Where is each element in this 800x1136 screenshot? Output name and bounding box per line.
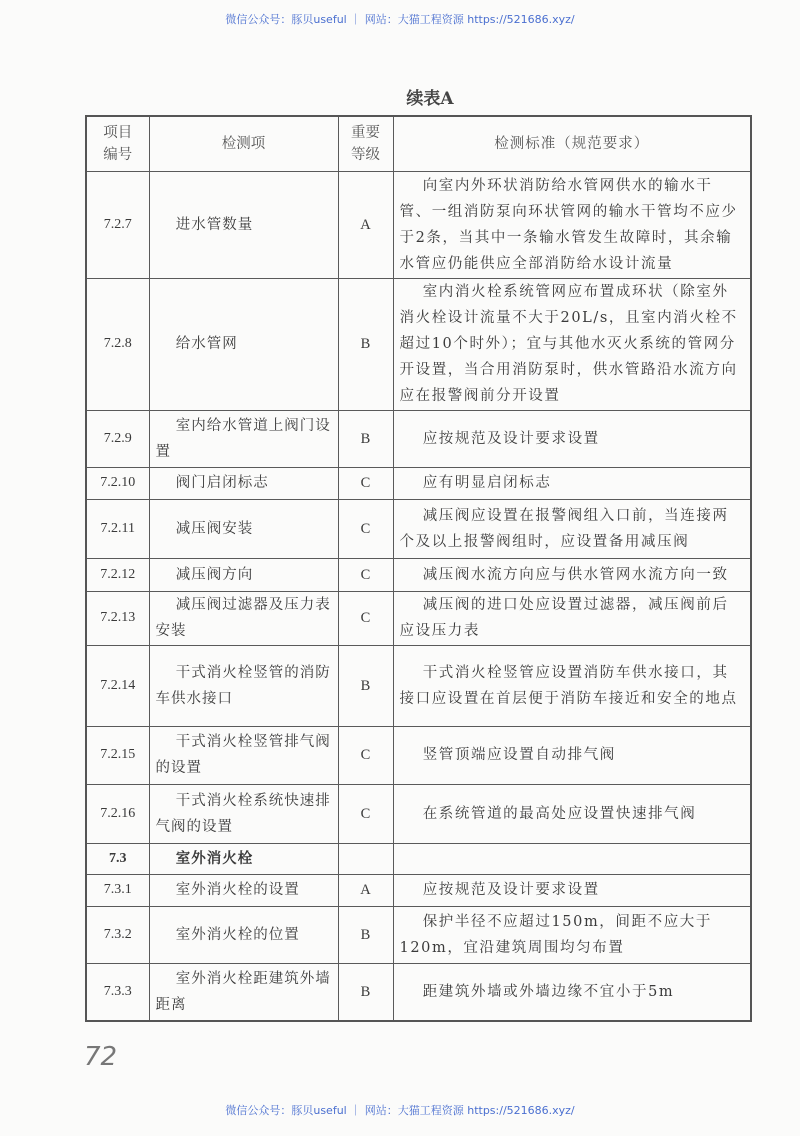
item-name: 干式消火栓竖管排气阀的设置 — [149, 726, 338, 784]
inspection-standard: 减压阀水流方向应与供水管网水流方向一致 — [393, 558, 751, 591]
importance-level: B — [338, 645, 393, 726]
item-name: 减压阀方向 — [149, 558, 338, 591]
section-row — [86, 843, 751, 874]
item-code: 7.2.16 — [86, 784, 149, 843]
importance-level: B — [338, 410, 393, 467]
item-name: 阀门启闭标志 — [149, 467, 338, 499]
table-row — [86, 726, 751, 784]
item-code: 7.3.2 — [86, 906, 149, 963]
item-name: 室内给水管道上阀门设置 — [149, 410, 338, 467]
item-code: 7.2.7 — [86, 171, 149, 278]
item-name: 室外消火栓 — [149, 843, 338, 874]
item-name: 减压阀过滤器及压力表安装 — [149, 591, 338, 645]
importance-level — [338, 843, 393, 874]
table-row — [86, 499, 751, 558]
importance-level: C — [338, 726, 393, 784]
item-code: 7.2.13 — [86, 591, 149, 645]
item-name: 给水管网 — [149, 278, 338, 410]
importance-level: C — [338, 558, 393, 591]
header-level: 重要等级 — [338, 116, 393, 171]
importance-level: C — [338, 591, 393, 645]
table-header-row — [86, 116, 751, 171]
importance-level: C — [338, 784, 393, 843]
item-code: 7.2.12 — [86, 558, 149, 591]
table-row — [86, 467, 751, 499]
table-row — [86, 591, 751, 645]
inspection-standard — [393, 843, 751, 874]
header-item: 检测项 — [149, 116, 338, 171]
inspection-standard: 减压阀应设置在报警阀组入口前，当连接两个及以上报警阀组时，应设置备用减压阀 — [393, 499, 751, 558]
table-row — [86, 784, 751, 843]
table-row — [86, 645, 751, 726]
item-code: 7.2.14 — [86, 645, 149, 726]
item-code: 7.2.11 — [86, 499, 149, 558]
watermark-top: 微信公众号：豚贝useful ｜ 网站：大猫工程资源 https://521686.xyz/ — [225, 13, 575, 26]
inspection-table — [85, 115, 752, 1022]
table-row — [86, 171, 751, 278]
item-name: 室外消火栓的位置 — [149, 906, 338, 963]
item-code: 7.2.10 — [86, 467, 149, 499]
item-code: 7.2.8 — [86, 278, 149, 410]
table-row — [86, 410, 751, 467]
table-title: 续表A — [406, 89, 454, 109]
watermark-bottom: 微信公众号：豚贝useful ｜ 网站：大猫工程资源 https://521686.xyz/ — [225, 1104, 575, 1117]
item-name: 减压阀安装 — [149, 499, 338, 558]
inspection-standard: 在系统管道的最高处应设置快速排气阀 — [393, 784, 751, 843]
header-code: 项目编号 — [86, 116, 149, 171]
inspection-standard: 竖管顶端应设置自动排气阀 — [393, 726, 751, 784]
item-code: 7.3.3 — [86, 963, 149, 1021]
inspection-standard: 室内消火栓系统管网应布置成环状（除室外消火栓设计流量不大于20L/s，且室内消火栓不超过10个时外）；宜与其他水灭火系统的管网分开设置，当合用消防泵时，供水管路沿水流方向应在报警阀前分开设置 — [393, 278, 751, 410]
item-code: 7.2.9 — [86, 410, 149, 467]
importance-level: A — [338, 171, 393, 278]
inspection-standard: 应按规范及设计要求设置 — [393, 874, 751, 906]
inspection-standard: 向室内外环状消防给水管网供水的输水干管、一组消防泵向环状管网的输水干管均不应少于2条，当其中一条输水管发生故障时，其余输水管应仍能供应全部消防给水设计流量 — [393, 171, 751, 278]
inspection-standard: 应按规范及设计要求设置 — [393, 410, 751, 467]
page-number: 72 — [84, 1042, 118, 1072]
importance-level: A — [338, 874, 393, 906]
inspection-standard: 距建筑外墙或外墙边缘不宜小于5m — [393, 963, 751, 1021]
importance-level: B — [338, 278, 393, 410]
table-row — [86, 906, 751, 963]
item-name: 室外消火栓距建筑外墙距离 — [149, 963, 338, 1021]
table-row — [86, 278, 751, 410]
importance-level: B — [338, 906, 393, 963]
table-row — [86, 558, 751, 591]
inspection-standard: 减压阀的进口处应设置过滤器，减压阀前后应设压力表 — [393, 591, 751, 645]
item-code: 7.3 — [86, 843, 149, 874]
item-name: 干式消火栓系统快速排气阀的设置 — [149, 784, 338, 843]
item-name: 进水管数量 — [149, 171, 338, 278]
item-code: 7.2.15 — [86, 726, 149, 784]
importance-level: C — [338, 499, 393, 558]
item-name: 干式消火栓竖管的消防车供水接口 — [149, 645, 338, 726]
item-code: 7.3.1 — [86, 874, 149, 906]
importance-level: C — [338, 467, 393, 499]
importance-level: B — [338, 963, 393, 1021]
inspection-standard: 干式消火栓竖管应设置消防车供水接口，其接口应设置在首层便于消防车接近和安全的地点 — [393, 645, 751, 726]
inspection-standard: 保护半径不应超过150m，间距不应大于120m，宜沿建筑周围均匀布置 — [393, 906, 751, 963]
table-row — [86, 874, 751, 906]
table-row — [86, 963, 751, 1021]
inspection-standard: 应有明显启闭标志 — [393, 467, 751, 499]
header-standard: 检测标准（规范要求） — [393, 116, 751, 171]
item-name: 室外消火栓的设置 — [149, 874, 338, 906]
